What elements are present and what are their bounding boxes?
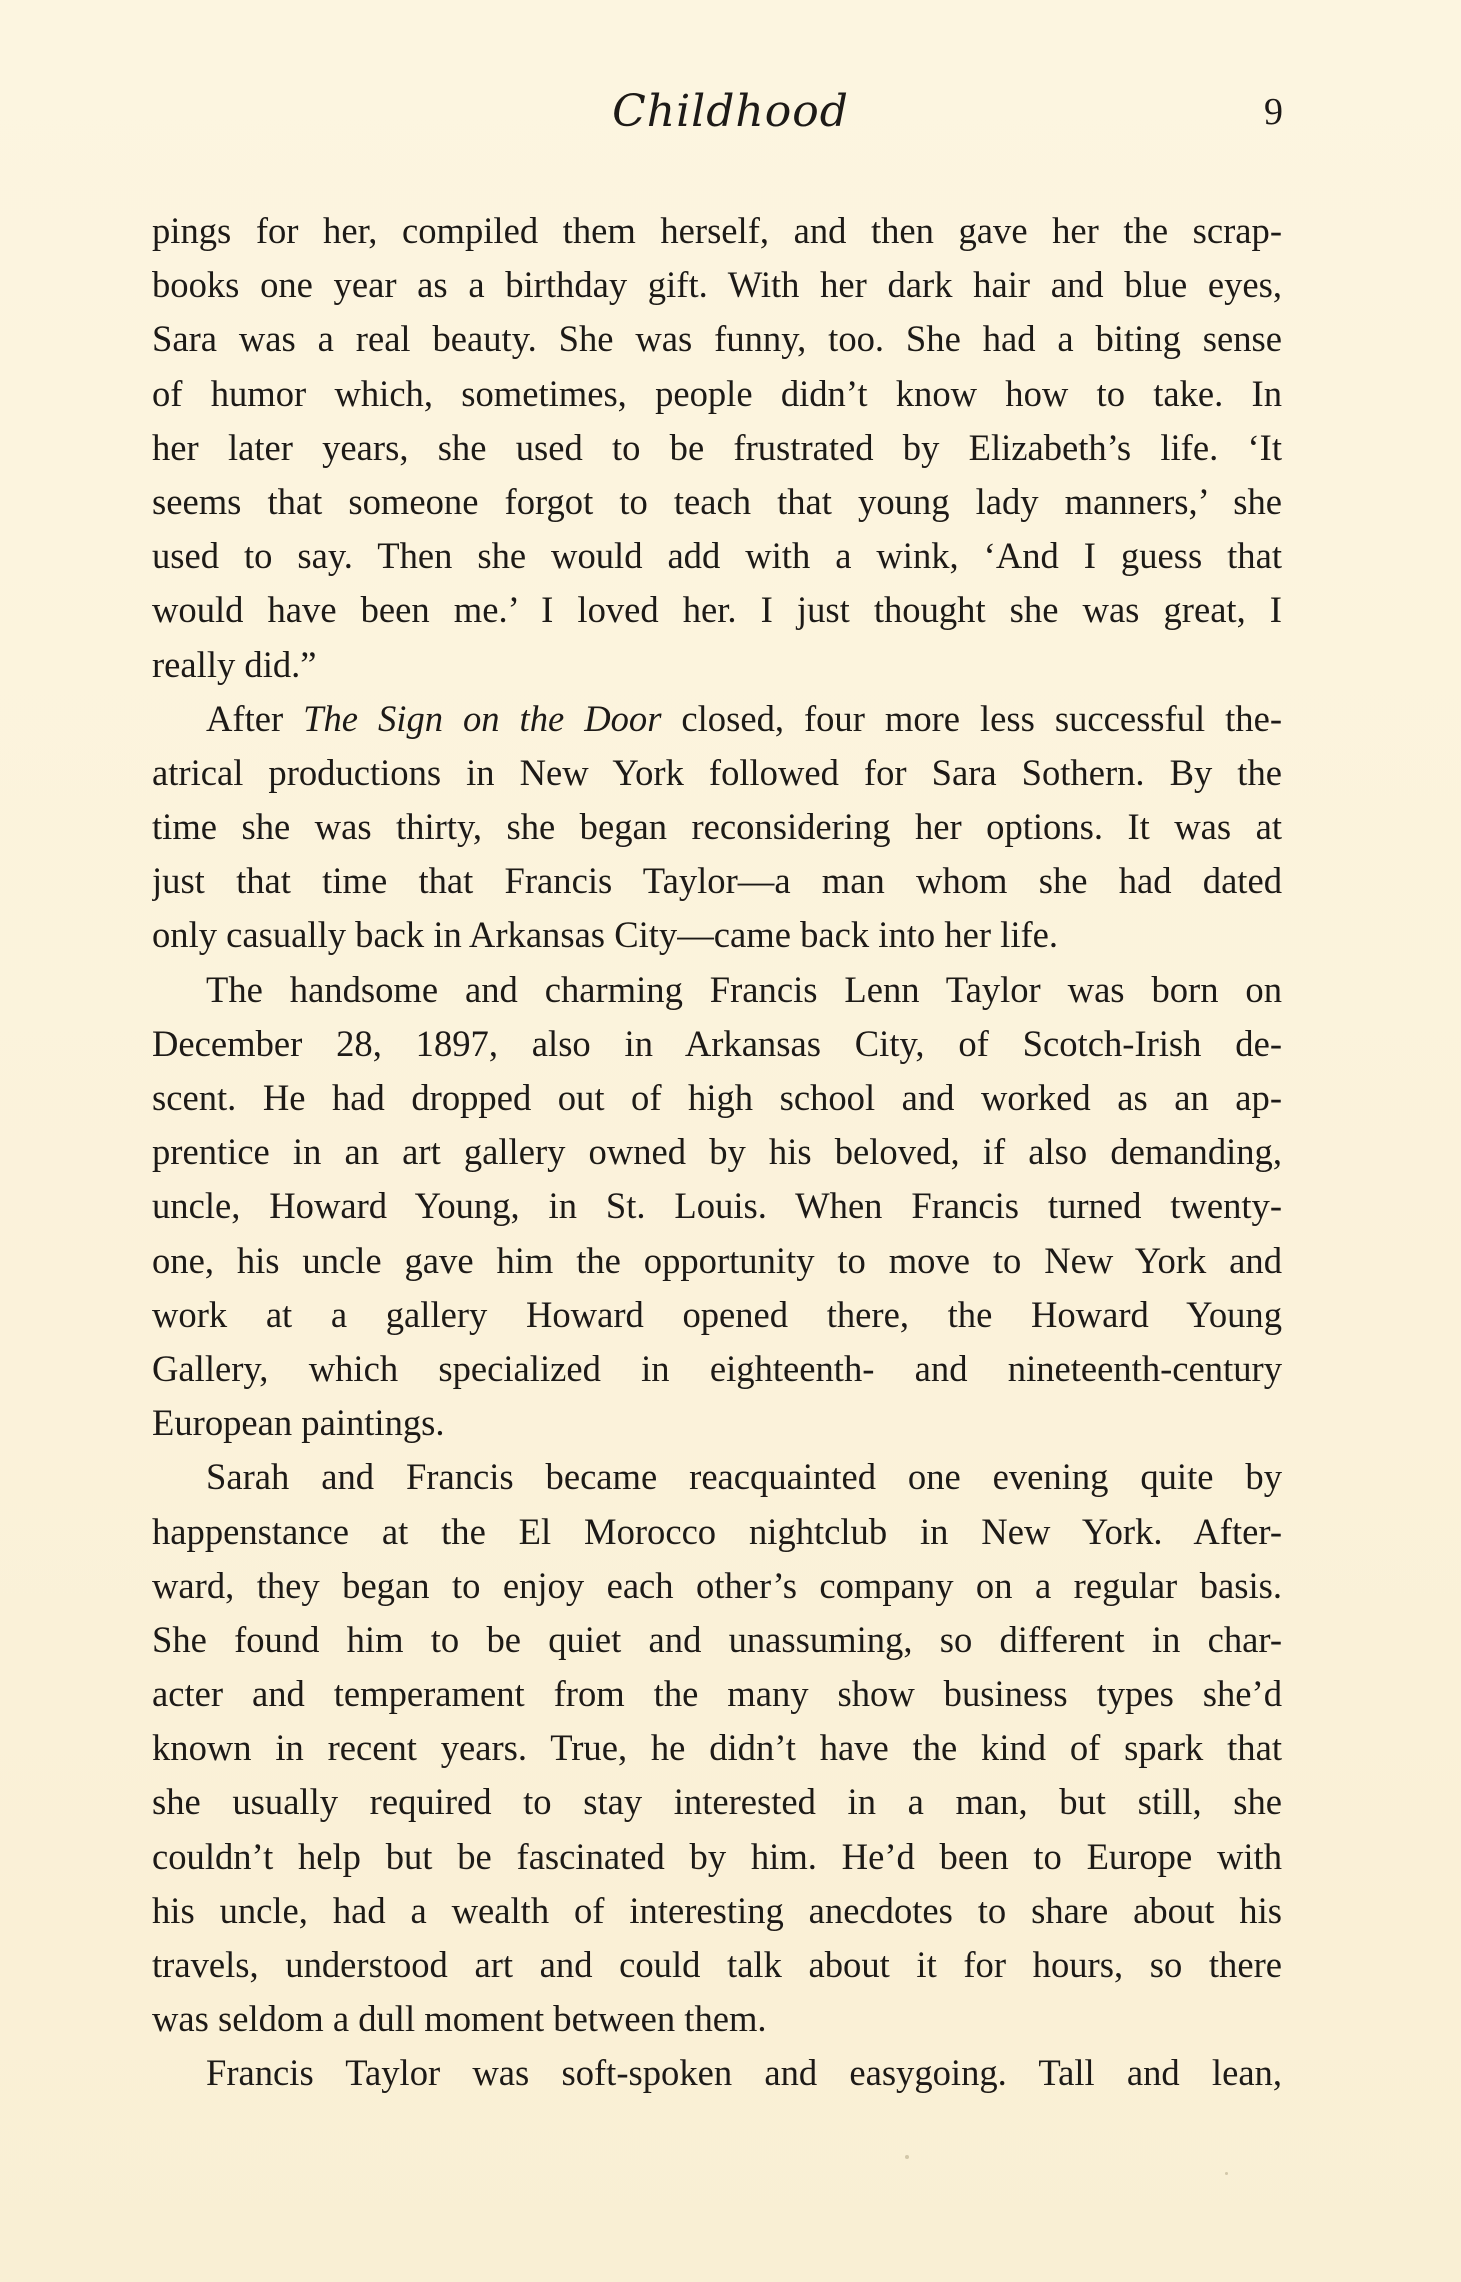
text-line: European paintings. bbox=[152, 1402, 445, 1444]
text-line: Sara was a real beauty. She was funny, too. She had a biting sense bbox=[152, 318, 1282, 360]
paragraph-2 bbox=[152, 692, 1282, 963]
text-line: her later years, she used to be frustrated by Elizabeth’s life. ‘It bbox=[152, 426, 1282, 468]
text-line: ward, they began to enjoy each other’s company on a regular basis. bbox=[152, 1564, 1282, 1606]
text-line: uncle, Howard Young, in St. Louis. When Francis turned twenty- bbox=[152, 1185, 1282, 1227]
text-line: she usually required to stay interested in a man, but still, she bbox=[152, 1781, 1282, 1823]
text-line: The handsome and charming Francis Lenn Taylor was born on bbox=[206, 968, 1282, 1010]
running-head bbox=[0, 82, 1461, 142]
text-line: used to say. Then she would add with a wink, ‘And I guess that bbox=[152, 535, 1282, 577]
text-line: scent. He had dropped out of high school and worked as an ap- bbox=[152, 1077, 1282, 1118]
paper-speck bbox=[1225, 2172, 1228, 2175]
text-line: December 28, 1897, also in Arkansas City, of Scotch-Irish de- bbox=[152, 1022, 1282, 1064]
text-line: known in recent years. True, he didn’t have the kind of spark that bbox=[152, 1727, 1282, 1769]
text-line: travels, understood art and could talk about it for hours, so there bbox=[152, 1944, 1282, 1985]
text-line: acter and temperament from the many show business types she’d bbox=[152, 1673, 1282, 1715]
text-line: Francis Taylor was soft-spoken and easygoing. Tall and lean, bbox=[206, 2052, 1282, 2094]
paper-speck bbox=[905, 2155, 909, 2159]
text-line: his uncle, had a wealth of interesting anecdotes to share about his bbox=[152, 1889, 1282, 1931]
text-line: Sarah and Francis became reacquainted one evening quite by bbox=[206, 1456, 1282, 1498]
text-line: She found him to be quiet and unassuming, so different in char- bbox=[152, 1618, 1282, 1660]
paragraph-4 bbox=[152, 1450, 1282, 2046]
text-line: time she was thirty, she began reconsidering her options. It was at bbox=[152, 806, 1282, 848]
running-title: Childhood bbox=[612, 86, 849, 137]
paragraph-5 bbox=[152, 2046, 1282, 2100]
text-line: of humor which, sometimes, people didn’t know how to take. In bbox=[152, 372, 1282, 414]
text-line: work at a gallery Howard opened there, the Howard Young bbox=[152, 1293, 1282, 1335]
paragraph-1 bbox=[152, 204, 1282, 692]
text-line: one, his uncle gave him the opportunity to move to New York and bbox=[152, 1239, 1282, 1281]
text-run: closed, four more less successful the- bbox=[661, 697, 1282, 739]
text-line bbox=[152, 692, 1282, 746]
text-line: would have been me.’ I loved her. I just thought she was great, I bbox=[152, 589, 1282, 631]
text-line: pings for her, compiled them herself, and then gave her the scrap- bbox=[152, 210, 1282, 251]
page-number: 9 bbox=[1264, 91, 1283, 133]
text-line: just that time that Francis Taylor—a man whom she had dated bbox=[152, 860, 1282, 902]
text-line: only casually back in Arkansas City—came back into her life. bbox=[152, 914, 1059, 956]
paragraph-3 bbox=[152, 963, 1282, 1451]
text-run: After bbox=[206, 697, 304, 739]
text-line: was seldom a dull moment between them. bbox=[152, 1998, 767, 2040]
text-line: Gallery, which specialized in eighteenth- and nineteenth-century bbox=[152, 1347, 1282, 1389]
text-line: happenstance at the El Morocco nightclub in New York. After- bbox=[152, 1510, 1282, 1552]
text-line: prentice in an art gallery owned by his beloved, if also demanding, bbox=[152, 1131, 1282, 1173]
text-line: books one year as a birthday gift. With her dark hair and blue eyes, bbox=[152, 264, 1282, 306]
body-text bbox=[152, 204, 1282, 2101]
text-line: couldn’t help but be fascinated by him. He’d been to Europe with bbox=[152, 1835, 1282, 1877]
play-title: The Sign on the Door bbox=[303, 697, 662, 739]
text-line: atrical productions in New York followed for Sara Sothern. By the bbox=[152, 751, 1282, 793]
text-line: really did.” bbox=[152, 643, 317, 685]
text-line: seems that someone forgot to teach that young lady manners,’ she bbox=[152, 480, 1282, 522]
